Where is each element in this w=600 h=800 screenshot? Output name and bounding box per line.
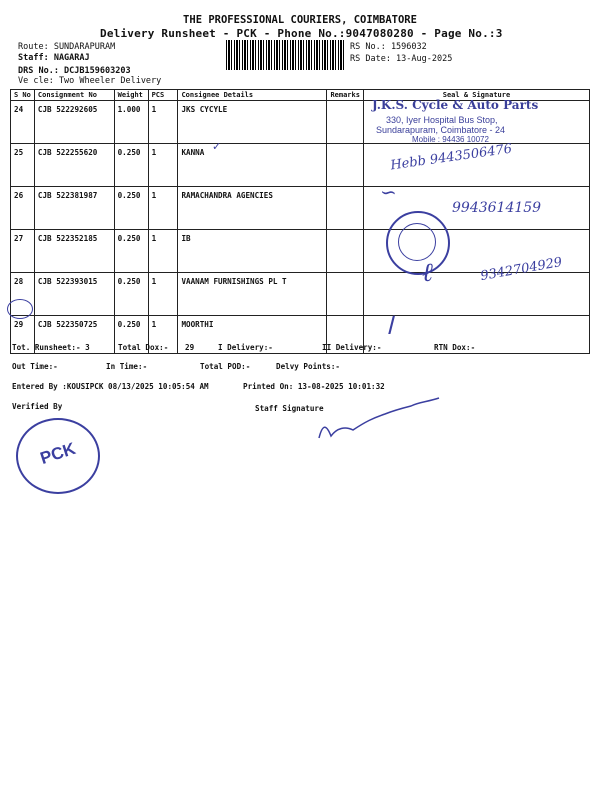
seal-signature <box>363 273 589 316</box>
staff-signature <box>315 392 445 444</box>
handwritten-phone-28: 9342704929 <box>479 254 564 285</box>
weight: 0.250 <box>114 144 148 187</box>
circle-mark <box>7 299 33 319</box>
pcs: 1 <box>148 230 178 273</box>
pcs: 1 <box>148 144 178 187</box>
remarks <box>327 144 364 187</box>
remarks <box>327 273 364 316</box>
stamp-mobile: Mobile : 94436 10072 <box>412 135 489 144</box>
rtn-dox: RTN Dox:- <box>434 343 476 352</box>
stamp-city: Sundarapuram, Coimbatore - 24 <box>376 125 506 135</box>
col-consignee: Consignee Details <box>178 90 327 101</box>
remarks <box>327 187 364 230</box>
pck-stamp <box>16 418 100 494</box>
total-runsheet: Tot. Runsheet:- 3 <box>12 343 90 352</box>
consignment-no: CJB 522381987 <box>34 187 114 230</box>
pcs: 1 <box>148 101 178 144</box>
route: Route: SUNDARAPURAM <box>18 42 116 52</box>
weight: 0.250 <box>114 316 148 354</box>
total-dox-label: Total Dox:- <box>118 343 169 352</box>
staff-signature-label: Staff Signature <box>255 404 324 413</box>
consignee: IB <box>178 230 327 273</box>
weight: 0.250 <box>114 187 148 230</box>
signature-28: ℓ <box>422 258 433 288</box>
total-dox-value: 29 <box>185 343 195 352</box>
col-weight: Weight <box>114 90 148 101</box>
remarks <box>327 101 364 144</box>
table-row <box>11 316 590 354</box>
tick-mark: ✓ <box>212 140 222 153</box>
consignee: VAANAM FURNISHINGS PL T <box>178 273 327 316</box>
round-seal <box>386 211 450 275</box>
pcs: 1 <box>148 316 178 354</box>
rs-date: RS Date: 13-Aug-2025 <box>350 54 453 64</box>
verified-by: Verified By <box>12 402 63 411</box>
drs-number: DRS No.: DCJB159603203 <box>18 66 131 76</box>
col-consignment: Consignment No <box>34 90 114 101</box>
sno: 28 <box>11 273 35 316</box>
weight: 1.000 <box>114 101 148 144</box>
sno: 24 <box>11 101 35 144</box>
remarks <box>327 230 364 273</box>
printed-on: Printed On: 13-08-2025 10:01:32 <box>243 382 385 391</box>
consignment-no: CJB 522352185 <box>34 230 114 273</box>
i-delivery: I Delivery:- <box>218 343 273 352</box>
sno: 25 <box>11 144 35 187</box>
handwritten-mark-26: ∽ <box>380 180 397 204</box>
company-title: THE PROFESSIONAL COURIERS, COIMBATORE <box>183 14 417 26</box>
staff: Staff: NAGARAJ <box>18 53 90 63</box>
stamp-address: 330, Iyer Hospital Bus Stop, <box>386 115 498 125</box>
handwritten-phone-24: Hebb 9443506476 <box>389 141 513 174</box>
col-sno: S No <box>11 90 35 101</box>
seal-signature <box>363 316 589 354</box>
sno: 26 <box>11 187 35 230</box>
pck-stamp-text: PCK <box>37 438 78 469</box>
consignment-no: CJB 522255620 <box>34 144 114 187</box>
consignee: RAMACHANDRA AGENCIES <box>178 187 327 230</box>
col-remarks: Remarks <box>327 90 364 101</box>
col-seal: Seal & Signature <box>363 90 589 101</box>
pcs: 1 <box>148 187 178 230</box>
entered-by: Entered By :KOUSIPCK 08/13/2025 10:05:54 AM <box>12 382 209 391</box>
consignment-no: CJB 522393015 <box>34 273 114 316</box>
consignee: KANNA <box>178 144 327 187</box>
rs-number: RS No.: 1596032 <box>350 42 427 52</box>
ii-delivery: II Delivery:- <box>322 343 382 352</box>
consignee: MOORTHI <box>178 316 327 354</box>
stamp-name: J.K.S. Cycle & Auto Parts <box>372 98 539 112</box>
total-pod: Total POD:- <box>200 362 251 371</box>
delvy-points: Delvy Points:- <box>276 362 341 371</box>
pcs: 1 <box>148 273 178 316</box>
runsheet-subtitle: Delivery Runsheet - PCK - Phone No.:9047080280 - Page No.:3 <box>100 27 503 40</box>
weight: 0.250 <box>114 273 148 316</box>
col-pcs: PCS <box>148 90 178 101</box>
in-time: In Time:- <box>106 362 148 371</box>
consignee: JKS CYCYLE <box>178 101 327 144</box>
company-stamp <box>362 98 562 148</box>
weight: 0.250 <box>114 230 148 273</box>
sno: 29 <box>11 316 35 354</box>
handwritten-phone-26: 9943614159 <box>452 200 542 216</box>
sno: 27 <box>11 230 35 273</box>
barcode <box>226 40 344 70</box>
vehicle: Ve cle: Two Wheeler Delivery <box>18 76 162 86</box>
consignment-no: CJB 522350725 <box>34 316 114 354</box>
consignment-no: CJB 522292605 <box>34 101 114 144</box>
signature-29: ا <box>386 312 393 340</box>
out-time: Out Time:- <box>12 362 58 371</box>
